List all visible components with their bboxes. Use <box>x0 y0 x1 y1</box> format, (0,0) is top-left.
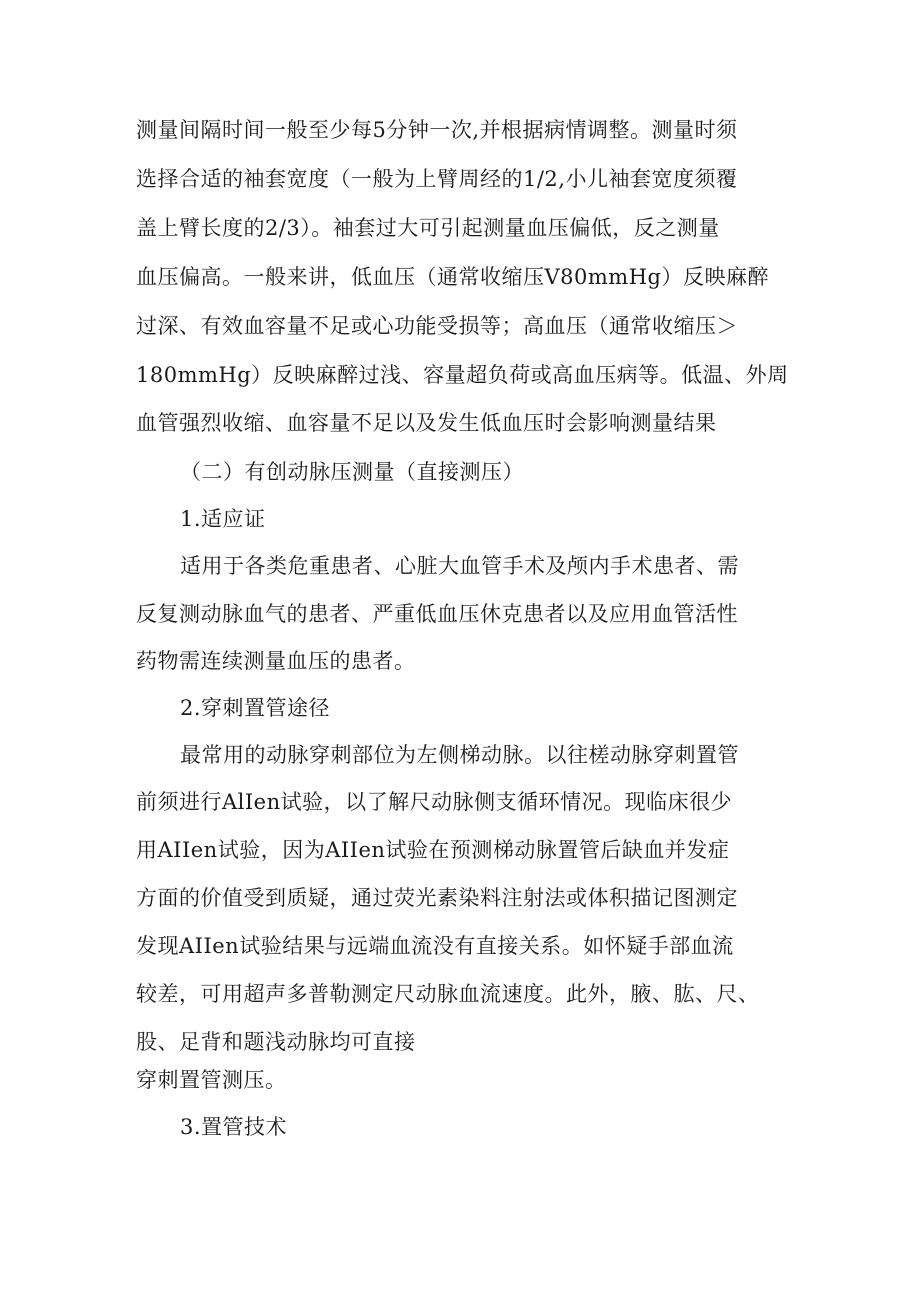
subheading-indications: 1.适应证 <box>180 507 266 531</box>
text-line-route-4: 方面的价值受到质疑，通过荧光素染料注射法或体积描记图测定 <box>136 886 738 910</box>
text-line-6: 180mmHg）反映麻醉过浅、容量超负荷或高血压病等。低温、外周 <box>136 363 789 387</box>
subheading-catheter-technique: 3.置管技术 <box>180 1115 288 1139</box>
text-line-route-3: 用AIIen试验，因为AIIen试验在预测梯动脉置管后缺血并发症 <box>136 838 730 862</box>
text-line-4: 血压偏高。一般来讲，低血压（通常收缩压V80mmHg）反映麻醉 <box>136 265 769 289</box>
text-line-indications-2: 反复测动脉血气的患者、严重低血压休克患者以及应用血管活性 <box>136 602 738 626</box>
text-line-indications-1: 适用于各类危重患者、心脏大血管手术及颅内手术患者、需 <box>180 554 739 578</box>
text-line-1: 测量间隔时间一般至少每5分钟一次,并根据病情调整。测量时须 <box>136 118 738 142</box>
text-line-route-6: 较差，可用超声多普勒测定尺动脉血流速度。此外，腋、肱、尺、 <box>136 982 760 1006</box>
text-line-5: 过深、有效血容量不足或心功能受损等；高血压（通常收缩压＞ <box>136 314 738 338</box>
text-line-7: 血管强烈收缩、血容量不足以及发生低血压时会影响测量结果 <box>136 411 717 435</box>
text-line-indications-3: 药物需连续测量血压的患者。 <box>136 649 416 673</box>
section-heading-invasive-arterial-pressure: （二）有创动脉压测量（直接测压） <box>180 460 524 484</box>
subheading-puncture-route: 2.穿刺置管途径 <box>180 696 331 720</box>
text-line-route-1: 最常用的动脉穿刺部位为左侧梯动脉。以往槎动脉穿刺置管 <box>180 743 739 767</box>
text-line-route-5: 发现AIIen试验结果与远端血流没有直接关系。如怀疑手部血流 <box>136 934 734 958</box>
text-line-route-8: 穿刺置管测压。 <box>136 1068 287 1092</box>
text-line-3: 盖上臂长度的2/3）。袖套过大可引起测量血压偏低，反之测量 <box>136 216 720 240</box>
text-line-route-7: 股、足背和题浅动脉均可直接 <box>136 1030 416 1054</box>
text-line-route-2: 前须进行AlIen试验，以了解尺动脉侧支循环情况。现临床很少 <box>136 790 733 814</box>
text-line-2: 选择合适的袖套宽度（一般为上臂周经的1/2,小儿袖套宽度须覆 <box>136 167 738 191</box>
